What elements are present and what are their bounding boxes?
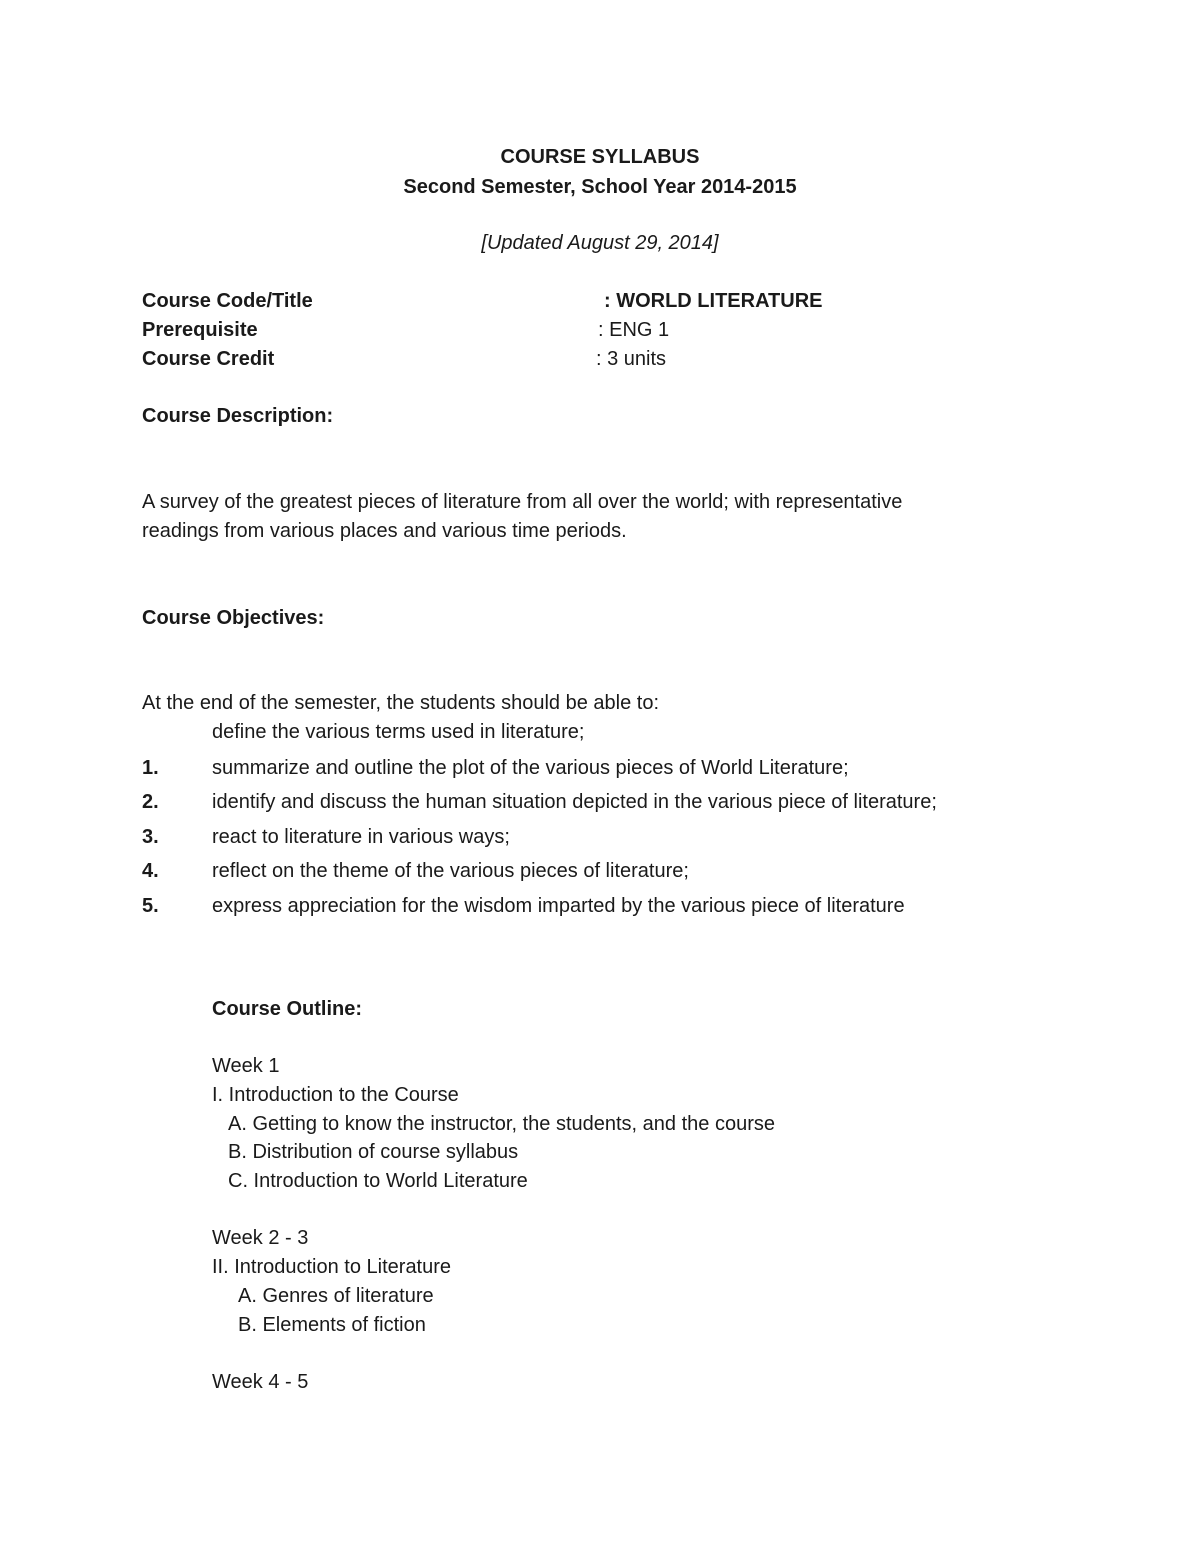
objective-number: 2. (142, 791, 159, 813)
outline-topic: I. Introduction to the Course (212, 1084, 459, 1106)
outline-topic: II. Introduction to Literature (212, 1256, 452, 1278)
objective-number: 1. (142, 757, 159, 779)
outline-subtopic: A. Getting to know the instructor, the students, and the course (228, 1113, 775, 1135)
description-line: readings from various places and various time periods. (142, 520, 627, 542)
course-code-label: Course Code/Title (142, 290, 313, 312)
objective-item: define the various terms used in literature; (212, 721, 585, 743)
document-title: COURSE SYLLABUS (500, 146, 700, 168)
week-label: Week 2 - 3 (212, 1227, 309, 1249)
course-code-value: : WORLD LITERATURE (604, 290, 823, 312)
objective-number: 5. (142, 895, 159, 917)
prerequisite-value: : ENG 1 (598, 319, 670, 341)
week-label: Week 4 - 5 (212, 1371, 309, 1393)
description-line: A survey of the greatest pieces of literature from all over the world; with representative (142, 491, 903, 513)
week-label: Week 1 (212, 1055, 280, 1077)
description-heading: Course Description: (142, 405, 334, 427)
semester-line: Second Semester, School Year 2014-2015 (403, 176, 797, 198)
objective-item: express appreciation for the wisdom imparted by the various piece of literature (212, 895, 905, 917)
objective-item: summarize and outline the plot of the various pieces of World Literature; (212, 757, 849, 779)
objective-item: react to literature in various ways; (212, 826, 510, 848)
objective-item: reflect on the theme of the various pieces of literature; (212, 860, 689, 882)
course-credit-value: : 3 units (596, 348, 667, 370)
outline-subtopic: B. Distribution of course syllabus (228, 1141, 519, 1163)
objective-number: 3. (142, 826, 159, 848)
outline-subtopic: A. Genres of literature (238, 1285, 434, 1307)
course-credit-label: Course Credit (142, 348, 275, 370)
objective-number: 4. (142, 860, 159, 882)
outline-heading: Course Outline: (212, 998, 363, 1020)
outline-subtopic: C. Introduction to World Literature (228, 1170, 528, 1192)
objective-item: identify and discuss the human situation depicted in the various piece of literature; (212, 791, 937, 813)
outline-subtopic: B. Elements of fiction (238, 1314, 426, 1336)
objectives-intro: At the end of the semester, the students should be able to: (142, 692, 660, 714)
objectives-heading: Course Objectives: (142, 607, 325, 629)
updated-date: [Updated August 29, 2014] (481, 232, 719, 254)
prerequisite-label: Prerequisite (142, 319, 258, 341)
